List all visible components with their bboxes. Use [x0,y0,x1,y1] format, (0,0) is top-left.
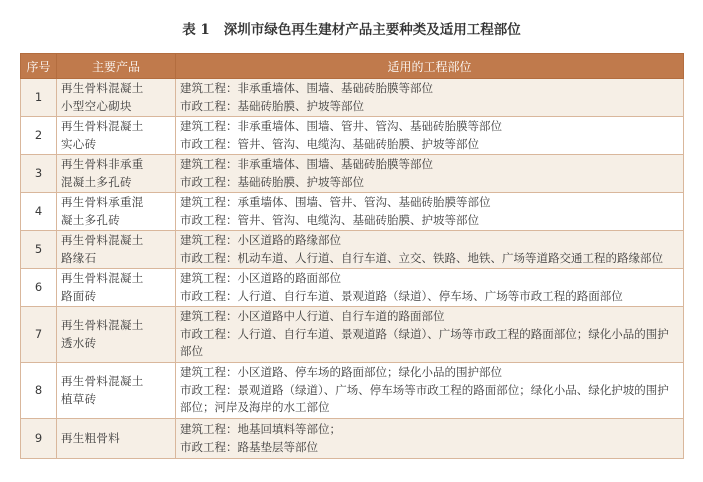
row-index: 8 [21,363,57,419]
row-product [57,79,176,117]
row-product [57,231,176,269]
header-product: 主要产品 [57,54,176,79]
row-usage [176,231,684,269]
row-usage [176,363,684,419]
row-usage [176,193,684,231]
product-line: 再生骨料混凝土 [61,270,144,285]
row-product [57,269,176,307]
product-line: 路缘石 [61,250,97,265]
row-index: 5 [21,231,57,269]
usage-line: 市政工程：人行道、自行车道、景观道路（绿道）、广场等市政工程的路面部位；绿化小品的围护部位 [180,326,669,359]
usage-line: 建筑工程：承重墙体、围墙、管井、管沟、基础砖胎膜等部位 [180,194,491,209]
usage-line: 市政工程：管井、管沟、电缆沟、基础砖胎膜、护坡等部位 [180,136,479,151]
product-line: 路面砖 [61,288,97,303]
usage-line: 市政工程：机动车道、人行道、自行车道、立交、铁路、地铁、广场等道路交通工程的路缘部位 [180,250,663,265]
row-index: 2 [21,117,57,155]
table-row [21,193,684,231]
row-usage [176,307,684,363]
product-line: 混凝土多孔砖 [61,174,132,189]
product-table [20,53,684,459]
product-line: 再生骨料非承重 [61,156,144,171]
usage-line: 市政工程：管井、管沟、电缆沟、基础砖胎膜、护坡等部位 [180,212,479,227]
product-line: 再生骨料承重混 [61,194,144,209]
header-index: 序号 [21,54,57,79]
row-usage [176,117,684,155]
row-index: 3 [21,155,57,193]
row-product [57,419,176,459]
row-index: 9 [21,419,57,459]
table-title-text: 深圳市绿色再生建材产品主要种类及适用工程部位 [223,22,521,38]
usage-line: 建筑工程：小区道路的路面部位 [180,270,341,285]
usage-line: 市政工程：基础砖胎膜、护坡等部位 [180,174,364,189]
row-usage [176,79,684,117]
row-product [57,193,176,231]
header-row [21,54,684,79]
usage-line: 建筑工程：小区道路的路缘部位 [180,232,341,247]
row-product [57,307,176,363]
usage-line: 市政工程：景观道路（绿道）、广场、停车场等市政工程的路面部位；绿化小品、绿化护坡的围护部位；河岸及海岸的水工部位 [180,382,669,415]
header-usage: 适用的工程部位 [176,54,684,79]
product-line: 透水砖 [61,335,97,350]
row-index: 7 [21,307,57,363]
table-row [21,269,684,307]
product-line: 凝土多孔砖 [61,212,120,227]
table-title [0,18,703,38]
table-row [21,231,684,269]
product-line: 实心砖 [61,136,97,151]
row-usage [176,269,684,307]
usage-line: 建筑工程：小区道路、停车场的路面部位；绿化小品的围护部位 [180,365,502,380]
product-line: 再生骨料混凝土 [61,80,144,95]
usage-line: 市政工程：基础砖胎膜、护坡等部位 [180,98,364,113]
usage-line: 建筑工程：非承重墙体、围墙、基础砖胎膜等部位 [180,156,433,171]
row-index: 1 [21,79,57,117]
product-line: 再生骨料混凝土 [61,373,144,388]
row-product [57,117,176,155]
row-product [57,363,176,419]
table-row [21,79,684,117]
row-usage [176,155,684,193]
row-index: 4 [21,193,57,231]
product-line: 再生骨料混凝土 [61,232,144,247]
row-index: 6 [21,269,57,307]
table-row [21,419,684,459]
table-number: 表 1 [182,22,210,38]
row-product [57,155,176,193]
usage-line: 市政工程：路基垫层等部位 [180,439,318,454]
product-line: 再生粗骨料 [61,430,120,445]
usage-line: 建筑工程：非承重墙体、围墙、管井、管沟、基础砖胎膜等部位 [180,118,502,133]
usage-line: 建筑工程：小区道路中人行道、自行车道的路面部位 [180,309,445,324]
table-row [21,307,684,363]
product-line: 再生骨料混凝土 [61,118,144,133]
usage-line: 建筑工程：非承重墙体、围墙、基础砖胎膜等部位 [180,80,433,95]
table-row [21,117,684,155]
table-row [21,155,684,193]
product-line: 小型空心砌块 [61,98,132,113]
usage-line: 建筑工程：地基回填料等部位； [180,421,341,436]
product-line: 再生骨料混凝土 [61,317,144,332]
row-usage [176,419,684,459]
product-line: 植草砖 [61,391,97,406]
usage-line: 市政工程：人行道、自行车道、景观道路（绿道）、停车场、广场等市政工程的路面部位 [180,288,623,303]
table-row [21,363,684,419]
